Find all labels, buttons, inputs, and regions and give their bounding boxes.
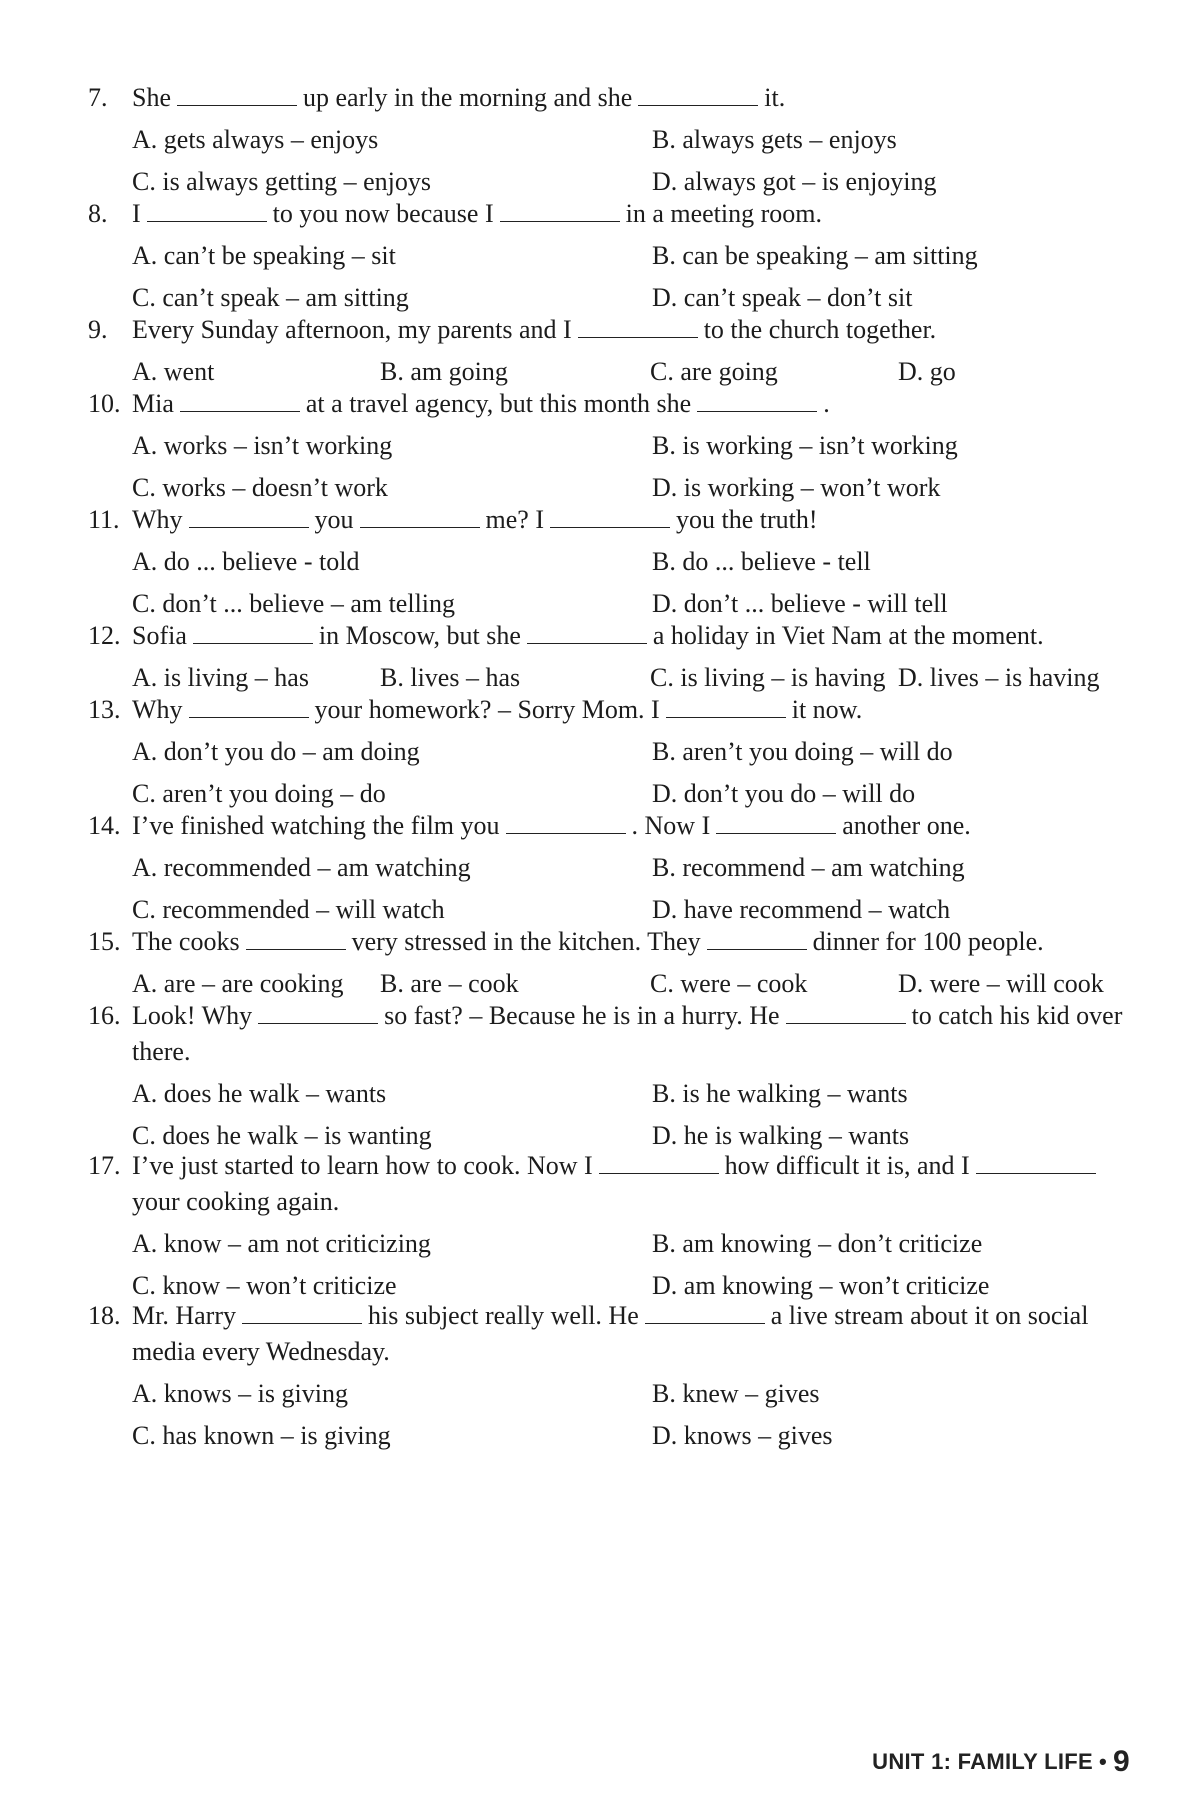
answer-blank[interactable] <box>976 1151 1096 1174</box>
option-d[interactable]: D. don’t ... believe - will tell <box>652 589 948 618</box>
page-footer <box>872 1745 1130 1779</box>
option-b[interactable]: B. is working – isn’t working <box>652 431 958 460</box>
question-15 <box>88 924 1138 1002</box>
option-c[interactable]: C. does he walk – is wanting <box>132 1121 432 1150</box>
answer-blank[interactable] <box>716 811 836 834</box>
answer-blank[interactable] <box>500 199 620 222</box>
question-18 <box>88 1298 1138 1454</box>
option-d[interactable]: D. have recommend – watch <box>652 895 951 924</box>
answer-blank[interactable] <box>177 83 297 106</box>
option-b[interactable]: B. can be speaking – am sitting <box>652 241 978 270</box>
question-12 <box>88 618 1138 696</box>
question-stem: I’ve finished watching the film you . Now I another one. <box>132 811 971 840</box>
answer-blank[interactable] <box>599 1151 719 1174</box>
option-b[interactable]: B. am knowing – don’t criticize <box>652 1229 983 1258</box>
question-stem: I’ve just started to learn how to cook. Now I how difficult it is, and Iyour cooking again. <box>132 1148 1138 1220</box>
option-d[interactable]: D. were – will cook <box>898 969 1104 998</box>
option-c[interactable]: C. were – cook <box>650 969 808 998</box>
question-number: 8. <box>88 199 108 228</box>
question-number: 7. <box>88 83 108 112</box>
question-10 <box>88 386 1138 506</box>
option-b[interactable]: B. am going <box>380 357 508 386</box>
question-stem: She up early in the morning and she it. <box>132 83 786 112</box>
question-number: 17. <box>88 1151 121 1180</box>
answer-blank[interactable] <box>550 505 670 528</box>
option-c[interactable]: C. don’t ... believe – am telling <box>132 589 456 618</box>
answer-blank[interactable] <box>193 621 313 644</box>
answer-blank[interactable] <box>697 389 817 412</box>
option-c[interactable]: C. are going <box>650 357 778 386</box>
option-d[interactable]: D. go <box>898 357 956 386</box>
option-a[interactable]: A. don’t you do – am doing <box>132 737 420 766</box>
option-c[interactable]: C. know – won’t criticize <box>132 1271 397 1300</box>
option-b[interactable]: B. is he walking – wants <box>652 1079 908 1108</box>
answer-blank[interactable] <box>258 1001 378 1024</box>
option-c[interactable]: C. can’t speak – am sitting <box>132 283 409 312</box>
question-17 <box>88 1148 1138 1304</box>
option-d[interactable]: D. knows – gives <box>652 1421 833 1450</box>
option-b[interactable]: B. do ... believe - tell <box>652 547 871 576</box>
answer-blank[interactable] <box>180 389 300 412</box>
question-stem: Every Sunday afternoon, my parents and I to the church together. <box>132 315 937 344</box>
option-c[interactable]: C. aren’t you doing – do <box>132 779 386 808</box>
option-d[interactable]: D. don’t you do – will do <box>652 779 916 808</box>
option-c[interactable]: C. has known – is giving <box>132 1421 391 1450</box>
option-c[interactable]: C. works – doesn’t work <box>132 473 388 502</box>
option-c[interactable]: C. recommended – will watch <box>132 895 445 924</box>
answer-blank[interactable] <box>666 695 786 718</box>
answer-blank[interactable] <box>578 315 698 338</box>
question-number: 13. <box>88 695 121 724</box>
option-a[interactable]: A. works – isn’t working <box>132 431 393 460</box>
option-a[interactable]: A. went <box>132 357 215 386</box>
option-c[interactable]: C. is living – is having <box>650 663 886 692</box>
option-c[interactable]: C. is always getting – enjoys <box>132 167 431 196</box>
answer-blank[interactable] <box>527 621 647 644</box>
answer-blank[interactable] <box>189 505 309 528</box>
question-9 <box>88 312 1138 390</box>
question-stem: Why you me? I you the truth! <box>132 505 818 534</box>
question-stem: Sofia in Moscow, but she a holiday in Viet Nam at the moment. <box>132 621 1044 650</box>
option-a[interactable]: A. gets always – enjoys <box>132 125 379 154</box>
option-d[interactable]: D. lives – is having <box>898 663 1100 692</box>
option-a[interactable]: A. are – are cooking <box>132 969 344 998</box>
option-d[interactable]: D. can’t speak – don’t sit <box>652 283 913 312</box>
option-b[interactable]: B. always gets – enjoys <box>652 125 897 154</box>
answer-blank[interactable] <box>147 199 267 222</box>
answer-blank[interactable] <box>246 927 346 950</box>
answer-blank[interactable] <box>645 1301 765 1324</box>
page-number: 9 <box>1113 1745 1130 1778</box>
answer-blank[interactable] <box>638 83 758 106</box>
question-number: 16. <box>88 1001 121 1030</box>
option-b[interactable]: B. knew – gives <box>652 1379 820 1408</box>
option-a[interactable]: A. do ... believe - told <box>132 547 360 576</box>
question-stem: I to you now because I in a meeting room. <box>132 199 823 228</box>
option-b[interactable]: B. lives – has <box>380 663 521 692</box>
bullet-icon: • <box>1098 1749 1107 1774</box>
question-number: 14. <box>88 811 121 840</box>
option-a[interactable]: A. does he walk – wants <box>132 1079 387 1108</box>
answer-blank[interactable] <box>707 927 807 950</box>
option-d[interactable]: D. is working – won’t work <box>652 473 941 502</box>
option-d[interactable]: D. am knowing – won’t criticize <box>652 1271 990 1300</box>
question-stem: The cooks very stressed in the kitchen. They dinner for 100 people. <box>132 927 1044 956</box>
answer-blank[interactable] <box>360 505 480 528</box>
question-number: 9. <box>88 315 108 344</box>
question-number: 15. <box>88 927 121 956</box>
question-stem: Mia at a travel agency, but this month she . <box>132 389 830 418</box>
question-number: 12. <box>88 621 121 650</box>
option-a[interactable]: A. knows – is giving <box>132 1379 348 1408</box>
question-11 <box>88 502 1138 622</box>
question-number: 18. <box>88 1301 121 1330</box>
question-number: 11. <box>88 505 120 534</box>
question-8 <box>88 196 1138 316</box>
question-7 <box>88 80 1138 200</box>
unit-title: UNIT 1: FAMILY LIFE <box>872 1749 1093 1774</box>
answer-blank[interactable] <box>242 1301 362 1324</box>
question-stem: Why your homework? – Sorry Mom. I it now. <box>132 695 863 724</box>
question-number: 10. <box>88 389 121 418</box>
option-a[interactable]: A. recommended – am watching <box>132 853 471 882</box>
question-16 <box>88 998 1138 1154</box>
option-a[interactable]: A. can’t be speaking – sit <box>132 241 396 270</box>
answer-blank[interactable] <box>189 695 309 718</box>
question-stem: Look! Why so fast? – Because he is in a hurry. He to catch his kid over there. <box>132 1001 1123 1066</box>
option-b[interactable]: B. aren’t you doing – will do <box>652 737 953 766</box>
option-d[interactable]: D. he is walking – wants <box>652 1121 910 1150</box>
option-a[interactable]: A. know – am not criticizing <box>132 1229 431 1258</box>
option-b[interactable]: B. recommend – am watching <box>652 853 965 882</box>
answer-blank[interactable] <box>786 1001 906 1024</box>
question-14 <box>88 808 1138 928</box>
question-stem: Mr. Harry his subject really well. He a live stream about it on social media every Wednesday. <box>132 1301 1089 1366</box>
option-d[interactable]: D. always got – is enjoying <box>652 167 937 196</box>
option-a[interactable]: A. is living – has <box>132 663 309 692</box>
question-13 <box>88 692 1138 812</box>
answer-blank[interactable] <box>506 811 626 834</box>
option-b[interactable]: B. are – cook <box>380 969 519 998</box>
